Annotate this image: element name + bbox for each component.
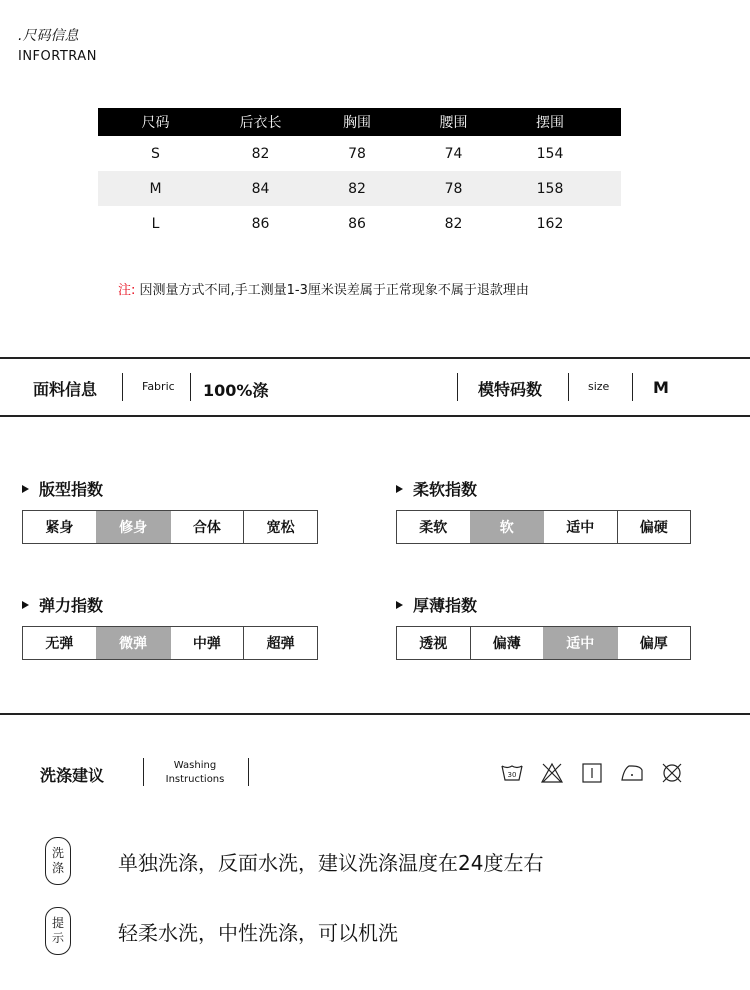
triangle-bullet-icon [22,601,29,609]
index-title-text: 弹力指数 [39,596,104,615]
softness-option-selected: 软 [470,511,544,543]
fabric-label: 面料信息 [33,380,98,399]
fit-index-options [22,510,318,544]
thickness-option: 透视 [419,636,448,652]
wash-30-icon [500,761,524,785]
measurement-note [118,279,529,298]
index-title-text: 厚薄指数 [413,596,478,615]
header-length: 后衣长 [239,115,282,131]
wash-tip: 轻柔水洗，中性洗涤，可以机洗 [118,921,398,945]
fabric-label-en: Fabric [142,380,175,393]
badge-char: 示 [51,931,64,945]
note-label: 注: [118,283,136,298]
separator [248,758,249,786]
fabric-value: 100%涤 [203,381,269,400]
badge-char: 提 [51,916,64,930]
table-cell: 86 [251,215,270,232]
badge-char: 涤 [51,861,64,875]
softness-option: 适中 [543,511,617,543]
separator [190,373,191,401]
separator [568,373,569,401]
divider [0,713,750,715]
model-size-label-en: size [588,380,610,393]
line-dry-icon [580,761,604,785]
softness-index-title [396,477,477,500]
triangle-bullet-icon [396,601,403,609]
table-cell: L [151,215,160,232]
table-row [98,171,621,206]
table-cell: 86 [348,215,366,232]
header-chest: 胸围 [343,115,371,131]
table-cell: 84 [251,180,270,197]
table-cell: 82 [444,215,463,232]
table-cell: 74 [444,145,463,162]
header-hem: 摆围 [536,115,564,131]
table-cell: 82 [348,180,366,197]
fit-option: 宽松 [243,511,317,543]
table-cell: S [151,145,160,162]
index-title-text: 柔软指数 [413,480,478,499]
fit-option: 紧身 [45,520,74,536]
wash-temperature: 30 [507,771,517,779]
table-cell: 162 [536,215,564,232]
section-title: .尺码信息 [18,28,79,44]
thickness-index-title [396,593,477,616]
section-subtitle: INFORTRAN [18,49,97,64]
low-iron-icon [620,761,644,785]
elasticity-option: 中弹 [170,627,244,659]
softness-option: 柔软 [419,520,448,536]
fit-option-selected: 修身 [96,511,170,543]
table-cell: 78 [348,145,366,162]
no-dry-clean-icon [660,761,684,785]
washing-title-en-2: Instructions [165,774,225,785]
softness-index-options [396,510,691,544]
elasticity-index-options [22,626,318,660]
divider [0,415,750,417]
separator [457,373,458,401]
table-cell: 82 [251,145,270,162]
index-title-text: 版型指数 [39,480,104,499]
triangle-bullet-icon [22,485,29,493]
table-header-row [98,108,621,136]
thickness-option-selected: 适中 [543,627,617,659]
separator [122,373,123,401]
table-cell: 154 [536,145,564,162]
tip-badge [45,907,71,955]
model-size-value: M [653,378,669,397]
note-text: 因测量方式不同,手工测量1-3厘米误差属于正常现象不属于退款理由 [139,283,529,298]
elasticity-option-selected: 微弹 [96,627,170,659]
table-cell: M [149,180,162,197]
table-cell: 158 [536,180,564,197]
separator [143,758,144,786]
header-waist: 腰围 [439,115,468,131]
divider [0,357,750,359]
elasticity-index-title [22,593,103,616]
wash-instruction: 单独洗涤，反面水洗，建议洗涤温度在24度左右 [118,851,544,875]
badge-char: 洗 [51,846,64,860]
wash-badge [45,837,71,885]
no-bleach-icon [540,761,564,785]
table-row [98,136,621,171]
softness-option: 偏硬 [617,511,691,543]
elasticity-option: 无弹 [45,636,74,652]
separator [632,373,633,401]
model-size-label: 模特码数 [478,380,543,399]
thickness-option: 偏薄 [470,627,544,659]
fit-option: 合体 [170,511,244,543]
triangle-bullet-icon [396,485,403,493]
washing-title-en [160,759,230,787]
thickness-option: 偏厚 [617,627,691,659]
thickness-index-options [396,626,691,660]
table-row [98,206,621,241]
table-cell: 78 [444,180,463,197]
washing-title-en-1: Washing [173,760,217,771]
fit-index-title [22,477,103,500]
washing-title: 洗涤建议 [40,766,105,785]
size-table [98,108,621,241]
header-size: 尺码 [141,115,170,131]
elasticity-option: 超弹 [243,627,317,659]
